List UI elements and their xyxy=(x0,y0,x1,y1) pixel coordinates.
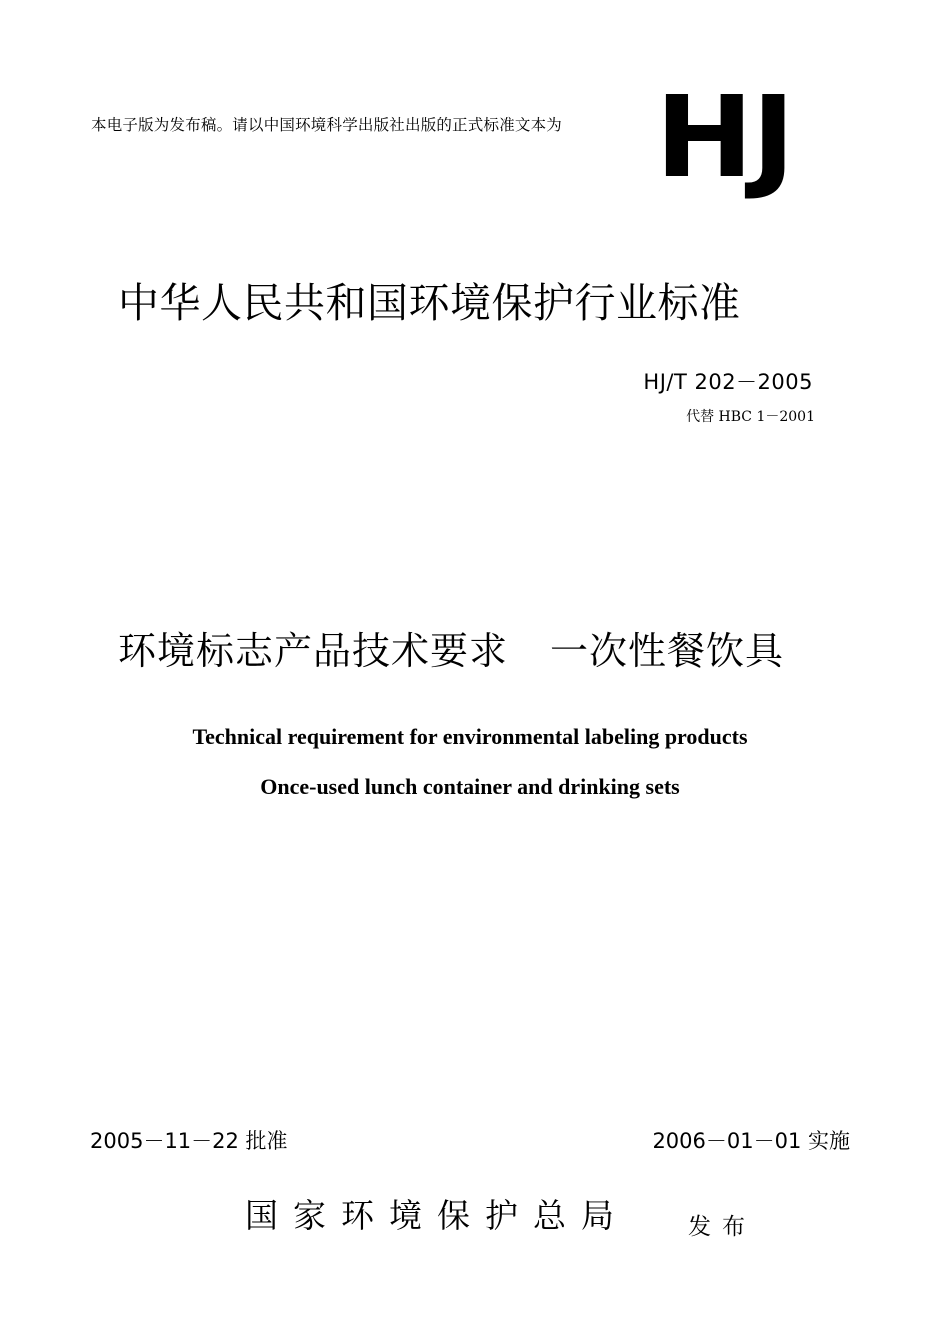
document-title-part2: 一次性餐饮具 xyxy=(550,629,785,673)
document-title-english-line2: Once-used lunch container and drinking sets xyxy=(260,774,680,799)
hj-logo: HJ xyxy=(652,82,793,194)
document-title-part1: 环境标志产品技术要求 xyxy=(118,629,509,673)
publish-label: 发布 xyxy=(688,1214,756,1240)
standard-number: HJ/T 202－2005 xyxy=(643,370,813,394)
effective-date: 2006－01－01 实施 xyxy=(652,1129,850,1153)
issuing-authority: 国家环境保护总局 xyxy=(245,1196,629,1235)
document-title-english-line1: Technical requirement for environmental labeling products xyxy=(192,724,748,749)
approval-date: 2005－11－22 批准 xyxy=(90,1129,288,1153)
electronic-version-notice: 本电子版为发布稿。请以中国环境科学出版社出版的正式标准文本为 xyxy=(91,116,563,134)
standard-category-title: 中华人民共和国环境保护行业标准 xyxy=(118,279,741,327)
replaces-standard: 代替 HBC 1－2001 xyxy=(686,409,815,425)
document-title-chinese xyxy=(118,620,784,675)
